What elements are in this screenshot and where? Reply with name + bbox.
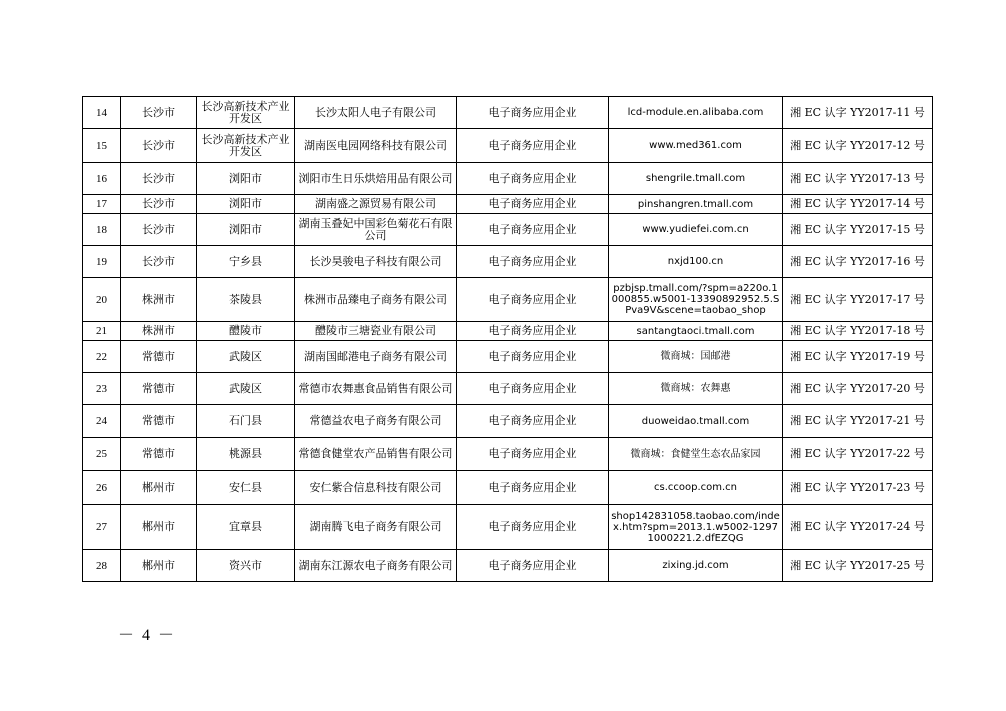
company-name-cell: 湖南腾飞电子商务有限公司 <box>295 505 457 550</box>
certificate-number-cell: 湘 EC 认字 YY2017-20 号 <box>783 373 933 405</box>
website-cell: zixing.jd.com <box>609 550 783 582</box>
city-cell: 常德市 <box>121 405 197 438</box>
company-name-cell: 湖南医电园网络科技有限公司 <box>295 129 457 163</box>
row-number-cell: 21 <box>83 322 121 341</box>
table-row <box>83 246 933 278</box>
certificate-number-cell: 湘 EC 认字 YY2017-16 号 <box>783 246 933 278</box>
company-name-cell: 醴陵市三塘瓷业有限公司 <box>295 322 457 341</box>
table-row <box>83 438 933 471</box>
city-cell: 常德市 <box>121 438 197 471</box>
row-number-cell: 16 <box>83 163 121 195</box>
row-number-cell: 24 <box>83 405 121 438</box>
website-cell: 微商城：国邮港 <box>609 341 783 373</box>
city-cell: 长沙市 <box>121 97 197 129</box>
row-number-cell: 20 <box>83 278 121 322</box>
row-number-cell: 19 <box>83 246 121 278</box>
certificate-number-cell: 湘 EC 认字 YY2017-15 号 <box>783 214 933 246</box>
city-cell: 郴州市 <box>121 471 197 505</box>
page-number: － 4 － <box>118 627 177 644</box>
company-name-cell: 浏阳市生日乐烘焙用品有限公司 <box>295 163 457 195</box>
row-number-cell: 28 <box>83 550 121 582</box>
district-cell: 资兴市 <box>197 550 295 582</box>
certificate-number-cell: 湘 EC 认字 YY2017-24 号 <box>783 505 933 550</box>
category-cell: 电子商务应用企业 <box>457 322 609 341</box>
district-cell: 武陵区 <box>197 341 295 373</box>
district-cell: 石门县 <box>197 405 295 438</box>
city-cell: 株洲市 <box>121 322 197 341</box>
table-row <box>83 97 933 129</box>
table-row <box>83 163 933 195</box>
website-cell: nxjd100.cn <box>609 246 783 278</box>
district-cell: 宜章县 <box>197 505 295 550</box>
table-body <box>83 97 933 582</box>
district-cell: 浏阳市 <box>197 195 295 214</box>
row-number-cell: 17 <box>83 195 121 214</box>
category-cell: 电子商务应用企业 <box>457 278 609 322</box>
city-cell: 长沙市 <box>121 129 197 163</box>
table-row <box>83 129 933 163</box>
city-cell: 长沙市 <box>121 246 197 278</box>
company-name-cell: 安仁紫合信息科技有限公司 <box>295 471 457 505</box>
table-row <box>83 195 933 214</box>
district-cell: 长沙高新技术产业开发区 <box>197 129 295 163</box>
district-cell: 茶陵县 <box>197 278 295 322</box>
category-cell: 电子商务应用企业 <box>457 195 609 214</box>
row-number-cell: 27 <box>83 505 121 550</box>
district-cell: 桃源县 <box>197 438 295 471</box>
city-cell: 长沙市 <box>121 214 197 246</box>
district-cell: 长沙高新技术产业开发区 <box>197 97 295 129</box>
website-cell: cs.ccoop.com.cn <box>609 471 783 505</box>
category-cell: 电子商务应用企业 <box>457 471 609 505</box>
category-cell: 电子商务应用企业 <box>457 438 609 471</box>
website-cell: pzbjsp.tmall.com/?spm=a220o.1000855.w5001-13390892952.5.SPva9V&scene=taobao_shop <box>609 278 783 322</box>
certificate-number-cell: 湘 EC 认字 YY2017-22 号 <box>783 438 933 471</box>
certificate-number-cell: 湘 EC 认字 YY2017-23 号 <box>783 471 933 505</box>
city-cell: 郴州市 <box>121 550 197 582</box>
category-cell: 电子商务应用企业 <box>457 373 609 405</box>
city-cell: 长沙市 <box>121 163 197 195</box>
district-cell: 醴陵市 <box>197 322 295 341</box>
website-cell: santangtaoci.tmall.com <box>609 322 783 341</box>
company-name-cell: 湖南东江源农电子商务有限公司 <box>295 550 457 582</box>
website-cell: pinshangren.tmall.com <box>609 195 783 214</box>
category-cell: 电子商务应用企业 <box>457 246 609 278</box>
table-row <box>83 505 933 550</box>
company-name-cell: 株洲市品臻电子商务有限公司 <box>295 278 457 322</box>
district-cell: 浏阳市 <box>197 163 295 195</box>
row-number-cell: 23 <box>83 373 121 405</box>
category-cell: 电子商务应用企业 <box>457 550 609 582</box>
category-cell: 电子商务应用企业 <box>457 505 609 550</box>
district-cell: 安仁县 <box>197 471 295 505</box>
certificate-number-cell: 湘 EC 认字 YY2017-25 号 <box>783 550 933 582</box>
company-name-cell: 长沙昊骏电子科技有限公司 <box>295 246 457 278</box>
city-cell: 长沙市 <box>121 195 197 214</box>
website-cell: www.yudiefei.com.cn <box>609 214 783 246</box>
website-cell: lcd-module.en.alibaba.com <box>609 97 783 129</box>
company-name-cell: 湖南国邮港电子商务有限公司 <box>295 341 457 373</box>
category-cell: 电子商务应用企业 <box>457 97 609 129</box>
table-row <box>83 341 933 373</box>
table-row <box>83 214 933 246</box>
row-number-cell: 14 <box>83 97 121 129</box>
certificate-number-cell: 湘 EC 认字 YY2017-14 号 <box>783 195 933 214</box>
category-cell: 电子商务应用企业 <box>457 405 609 438</box>
category-cell: 电子商务应用企业 <box>457 129 609 163</box>
company-name-cell: 常德益农电子商务有限公司 <box>295 405 457 438</box>
table-row <box>83 322 933 341</box>
website-cell: shengrile.tmall.com <box>609 163 783 195</box>
table-row <box>83 405 933 438</box>
table-row <box>83 278 933 322</box>
company-name-cell: 常德市农舞惠食品销售有限公司 <box>295 373 457 405</box>
city-cell: 株洲市 <box>121 278 197 322</box>
table-row <box>83 373 933 405</box>
row-number-cell: 25 <box>83 438 121 471</box>
website-cell: 微商城：食健堂生态农品家园 <box>609 438 783 471</box>
enterprise-list-table <box>82 96 933 582</box>
city-cell: 郴州市 <box>121 505 197 550</box>
certificate-number-cell: 湘 EC 认字 YY2017-17 号 <box>783 278 933 322</box>
district-cell: 浏阳市 <box>197 214 295 246</box>
certificate-number-cell: 湘 EC 认字 YY2017-12 号 <box>783 129 933 163</box>
category-cell: 电子商务应用企业 <box>457 341 609 373</box>
website-cell: www.med361.com <box>609 129 783 163</box>
row-number-cell: 22 <box>83 341 121 373</box>
district-cell: 宁乡县 <box>197 246 295 278</box>
company-name-cell: 湖南玉叠妃中国彩色菊花石有限公司 <box>295 214 457 246</box>
category-cell: 电子商务应用企业 <box>457 214 609 246</box>
certificate-number-cell: 湘 EC 认字 YY2017-11 号 <box>783 97 933 129</box>
category-cell: 电子商务应用企业 <box>457 163 609 195</box>
company-name-cell: 湖南盛之源贸易有限公司 <box>295 195 457 214</box>
certificate-number-cell: 湘 EC 认字 YY2017-21 号 <box>783 405 933 438</box>
table-row <box>83 471 933 505</box>
table-row <box>83 550 933 582</box>
certificate-number-cell: 湘 EC 认字 YY2017-13 号 <box>783 163 933 195</box>
row-number-cell: 26 <box>83 471 121 505</box>
district-cell: 武陵区 <box>197 373 295 405</box>
certificate-number-cell: 湘 EC 认字 YY2017-19 号 <box>783 341 933 373</box>
company-name-cell: 常德食健堂农产品销售有限公司 <box>295 438 457 471</box>
city-cell: 常德市 <box>121 373 197 405</box>
certificate-number-cell: 湘 EC 认字 YY2017-18 号 <box>783 322 933 341</box>
row-number-cell: 18 <box>83 214 121 246</box>
row-number-cell: 15 <box>83 129 121 163</box>
company-name-cell: 长沙太阳人电子有限公司 <box>295 97 457 129</box>
website-cell: shop142831058.taobao.com/index.htm?spm=2013.1.w5002-12971000221.2.dfEZQG <box>609 505 783 550</box>
website-cell: duoweidao.tmall.com <box>609 405 783 438</box>
city-cell: 常德市 <box>121 341 197 373</box>
website-cell: 微商城：农舞惠 <box>609 373 783 405</box>
